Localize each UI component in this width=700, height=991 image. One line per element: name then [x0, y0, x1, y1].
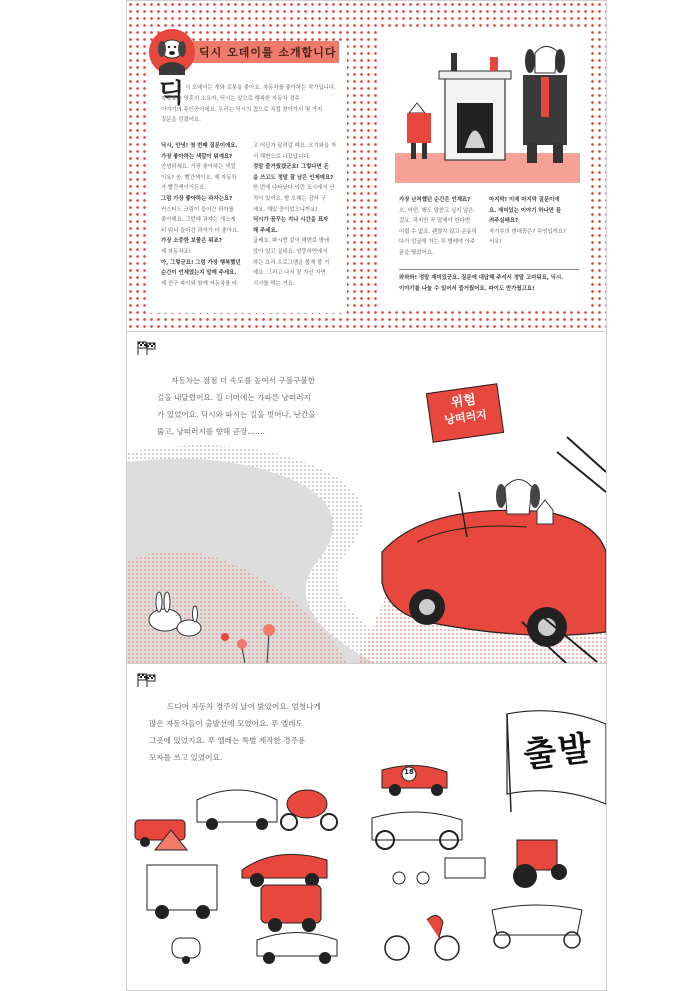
- interview-line: 하는 요리 프로그램을 볼게 볼 거: [253, 259, 330, 266]
- page-race-start: [126, 663, 607, 991]
- race-car-number: 18: [404, 768, 414, 776]
- interview-line: 좋아해요. 그런데 과자는 개스케: [161, 217, 236, 224]
- interview-line: 려주실래요?: [489, 218, 519, 225]
- thanks-text: 와와와! 정말 재미있군요. 질문에 대답해 주셔서 정말 고마워요, 딕시. 이야기를 나눌 수 있어서 즐거웠어요. 파이도 반가웠고요!: [399, 275, 564, 292]
- interview-line: 자기추의 변대꽁은? 뚜엉입까요?: [489, 228, 566, 235]
- interview-line: 딕시가 꿈꾸는 지나 시간을 표자: [253, 217, 329, 224]
- interview-line: 세요. 재밌 중이었으니까요!: [253, 206, 318, 213]
- interview-line: 적이 있어요. 밤 오래는 잠자 구: [253, 195, 326, 202]
- interview-title: 딕시 오데이를 소개합니다: [189, 41, 339, 63]
- interview-column-4: [489, 195, 577, 248]
- intro-text: 시 오데이는 개와 로봇을 좋아요. 자동차를 좋아하는 작가입니다.: [185, 85, 336, 91]
- interview-line: 제 자동차죠!: [161, 248, 191, 255]
- interview-line: 어렵 수 없죠. 괜찮지 않고 운동하: [399, 228, 477, 235]
- interview-line: 그럼 가장 좋아하는 과자는요?: [161, 195, 233, 202]
- interview-line: 꿈을 꿨었어요.: [399, 249, 434, 256]
- start-banner: 출발: [521, 728, 595, 776]
- interview-line: 커스터드 크림이 들어간 과자를: [161, 206, 234, 213]
- interview-line: 가장 난처했던 순간은 언제죠?: [399, 197, 471, 203]
- interview-line: 앉아 있고 싶네요. 엉뚱하면에서: [253, 248, 328, 255]
- interview-line: 딕시, 안녕! 첫 번째 질문이에요.: [161, 143, 238, 149]
- interview-line: 마지막! 이제 마지막 질문이에: [489, 197, 560, 203]
- interview-column-2: [253, 141, 343, 289]
- story-text-race: 드디어 자동차 경주의 날이 밝았어요. 엄청나게 많은 자동차들이 출발선에 모였어요. 푸 엘레도 그곳에 있었지요. 푸 엘레는 특별 제작한 경주용 모자를 쓰고 있었어요.: [149, 702, 321, 762]
- danger-sign: 위험 낭떠러지: [426, 383, 504, 443]
- dixie-living-room-illustration: [395, 33, 580, 183]
- cliff-road-illustration: [127, 432, 606, 664]
- interview-line: 해 주세요.: [253, 227, 278, 234]
- interview-line: 안녕하세요. 가장 좋아하는 색깔: [161, 164, 236, 171]
- race-start-illustration: [127, 760, 606, 990]
- checkered-flag-icon: [135, 340, 157, 356]
- interview-line: 아, 그렇군요! 그럼 가장 행복했던: [161, 259, 241, 266]
- dropcap: 딕: [159, 79, 185, 109]
- interview-line: 정말 즐거웠겠군요! 그렇다면 돈: [253, 164, 329, 171]
- interview-line: 제 친구 파이와 함께 자동차를 타: [161, 280, 238, 287]
- story-text-cliff: 자동차는 점점 더 속도를 높여서 구불구불한 길을 내달렸어요. 길 너머에는 가파른 낭떠러지 가 있었어요. 딕시와 파시는 길을 벗어나, 난간을 뚫고, 낭떠러지를 향해 곧장…….: [157, 376, 316, 436]
- interview-line: 고 어딘가 달려갈 때요. 오기와을 자: [253, 143, 337, 149]
- interview-line: 한 번에 나타났다.이런 도시에서 산: [253, 185, 335, 192]
- interview-line: 오, 어떤, 행도 말씀고 싶지 않은: [399, 207, 474, 214]
- interview-line: 가 빨간색이거든요.: [161, 185, 207, 192]
- interview-line: 다가 얼굴에 자는 푸 별레야 아주: [399, 239, 476, 246]
- interview-line: 서유!: [489, 239, 502, 246]
- interview-line: 식사를 먹는 거요.: [253, 280, 295, 287]
- dixie-portrait: [147, 27, 197, 77]
- interview-line: 서 해변으로 나갔답니다.: [253, 153, 311, 160]
- interview-line: 예요. 그리고 나서 잘 자신 자면: [253, 270, 326, 277]
- intro-text-rest: 자유로운 영혼의 소유자, 딕시는 앞으로 행복한 자동차 경주 이야기의 주인공이에요. 우리는 딕시의 집으로 직접 찾아가서 몇 가지 질문을 던졌어요.: [161, 96, 323, 124]
- page-cliff: [126, 331, 607, 665]
- interview-line: 티 뭐니 들어간 과자가 더 좋아요.: [161, 227, 239, 234]
- divider: [399, 269, 579, 270]
- interview-line: 가장 좋아하는 색깔이 뭐예요?: [161, 153, 233, 160]
- interview-line: 순간이 언제였는지 말해 주세요.: [161, 270, 237, 277]
- interview-line: 가장 소중한 보물은 뭐죠?: [161, 238, 222, 245]
- interview-line: 걸요. 하지만 꼭 말해야 한다면: [399, 218, 471, 225]
- checkered-flag-icon: [135, 672, 157, 688]
- interview-line: 을 쓰고도 정말 잘 남은 인제예요?: [253, 174, 334, 181]
- interview-line: 요. 재미있는 이야기 하나만 들: [489, 207, 562, 214]
- interview-column-1: [161, 141, 249, 289]
- interview-line: 글쎄요, 파시랑 같이 해변로 밖에: [253, 238, 330, 245]
- page-interview: [126, 0, 607, 333]
- interview-column-3: [399, 195, 487, 259]
- interview-line: 이요? 음, 빨간색이요. 제 자동차: [161, 174, 237, 181]
